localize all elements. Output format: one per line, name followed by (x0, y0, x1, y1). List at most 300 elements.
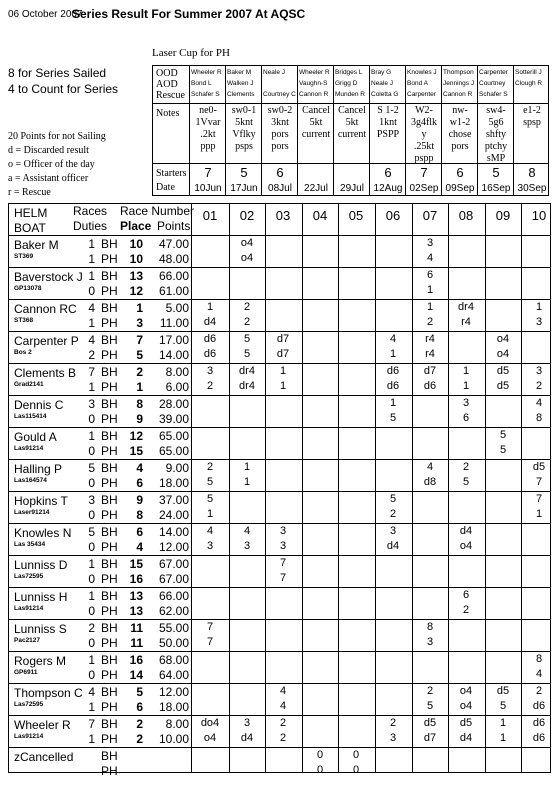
duties-count: 1 (88, 380, 95, 394)
bh-label: BH (101, 525, 118, 539)
ph-result: o4 (496, 348, 510, 360)
race-note: 5g6 (488, 117, 504, 128)
boat-id: Las72595 (14, 701, 44, 708)
race-note: e1-2 (523, 105, 541, 116)
bh-place: 13 (129, 269, 143, 283)
ph-result: 3 (426, 636, 434, 648)
bh-result: 0 (352, 749, 360, 761)
races-count: 1 (88, 237, 95, 251)
ph-result: d8 (423, 476, 437, 488)
bh-result: 1 (206, 301, 214, 313)
race-number-10: 10 (531, 208, 547, 223)
ph-result: 2 (389, 508, 397, 520)
race-note: ppp (200, 141, 216, 152)
ph-result: 3 (206, 540, 214, 552)
race-info-col-7 (405, 66, 442, 195)
races-count: 7 (88, 717, 95, 731)
bh-result: 4 (206, 525, 214, 537)
race-starters: 5 (240, 165, 248, 180)
race-note: PSPP (376, 129, 400, 140)
bh-result: 5 (389, 493, 397, 505)
duties-count: 0 (88, 476, 95, 490)
bh-result: 2 (462, 461, 470, 473)
ph-result: d4 (240, 732, 254, 744)
ph-result: 6 (462, 412, 470, 424)
ph-result: 2 (243, 316, 251, 328)
race-date: 02Sep (409, 183, 439, 194)
boat-id: GP13078 (14, 285, 42, 292)
race-note: 3knt (271, 117, 289, 128)
legend-rescue: r = Rescue (8, 187, 51, 198)
race-note: 1knt (379, 117, 397, 128)
race-info-col-8 (441, 66, 478, 195)
races-count: 4 (88, 301, 95, 315)
ph-points: 50.00 (158, 636, 189, 650)
race-aod: Walken J (227, 80, 254, 87)
race-note: W2- (415, 105, 433, 116)
ph-result: 2 (426, 316, 434, 328)
ph-result: d6 (386, 380, 400, 392)
bh-result: 6 (462, 589, 470, 601)
bh-result: 1 (462, 365, 470, 377)
bh-result: 5 (499, 429, 507, 441)
bh-result: 3 (426, 237, 434, 249)
ph-place: 15 (129, 444, 143, 458)
race-aod: Clough R (515, 80, 543, 87)
bh-points: 9.00 (165, 461, 189, 475)
bh-result: dr4 (239, 365, 255, 377)
ph-result: o4 (459, 540, 473, 552)
race-note: sMP (486, 153, 506, 164)
races-count: 4 (88, 333, 95, 347)
ph-result: 3 (243, 540, 251, 552)
report-title: Series Result For Summer 2007 At AQSC (72, 7, 306, 21)
rule-count: 4 to Count for Series (8, 82, 119, 96)
rule-sailed: 8 for Series Sailed (8, 66, 107, 80)
race-number-05: 05 (348, 208, 364, 223)
helm-name: Baker M (14, 238, 59, 252)
col-race-number: Race Number (120, 204, 195, 218)
bh-result: d5 (532, 461, 546, 473)
bh-label: BH (101, 397, 118, 411)
race-note: current (337, 129, 367, 140)
ph-points: 10.00 (158, 732, 189, 746)
races-count: 3 (88, 397, 95, 411)
label-date: Date (156, 182, 175, 193)
race-date: 08Jul (268, 183, 292, 194)
races-count: 3 (88, 493, 95, 507)
race-date: 09Sep (445, 183, 475, 194)
boat-id: GP6911 (14, 669, 38, 676)
col-races: Races (73, 204, 108, 218)
race-rescue: Courtney C (263, 91, 296, 98)
bh-points: 66.00 (158, 589, 189, 603)
bh-label: BH (101, 333, 118, 347)
races-count: 1 (88, 269, 95, 283)
ph-result: 4 (279, 700, 287, 712)
bh-label: BH (101, 557, 118, 571)
race-number-07: 07 (422, 208, 438, 223)
bh-points: 65.00 (158, 429, 189, 443)
bh-points: 66.00 (158, 269, 189, 283)
helm-name: Hopkins T (14, 494, 68, 508)
boat-id: ST368 (14, 317, 34, 324)
race-date: 12Aug (373, 183, 403, 194)
ph-result: 2 (279, 732, 287, 744)
race-note: psps (235, 141, 253, 152)
bh-result: d6 (532, 717, 546, 729)
duties-count: 0 (88, 604, 95, 618)
race-ood: Baker M (227, 69, 252, 76)
col-place: Place (120, 219, 152, 233)
ph-label: PH (101, 284, 118, 298)
bh-result: d5 (459, 717, 473, 729)
bh-place: 10 (129, 237, 143, 251)
duties-count: 1 (88, 700, 95, 714)
ph-label: PH (101, 508, 118, 522)
bh-place: 15 (129, 557, 143, 571)
race-note: spsp (523, 117, 541, 128)
bh-result: 3 (243, 717, 251, 729)
race-note: S 1-2 (377, 105, 399, 116)
race-note: chose (448, 129, 472, 140)
ph-result: 4 (426, 252, 434, 264)
ph-result: d7 (423, 732, 437, 744)
race-info-col-5 (333, 66, 370, 195)
competitor-row (9, 524, 550, 555)
duties-count: 1 (88, 252, 95, 266)
col-points: Points (157, 219, 191, 233)
duties-count: 2 (88, 348, 95, 362)
race-ood: Knowles J (407, 69, 437, 76)
race-note: 5kt (309, 117, 323, 128)
ph-result: d4 (459, 732, 473, 744)
ph-points: 61.00 (158, 284, 189, 298)
duties-count: 0 (88, 668, 95, 682)
duties-count: 0 (88, 508, 95, 522)
race-note: Cancel (302, 105, 330, 116)
helm-name: Knowles N (14, 526, 72, 540)
helm-name: Thompson C (14, 686, 83, 700)
bh-points: 37.00 (158, 493, 189, 507)
race-starters: 6 (384, 165, 392, 180)
bh-result: 2 (535, 685, 543, 697)
bh-points: 55.00 (158, 621, 189, 635)
race-note: 1Vvar (195, 117, 221, 128)
ph-place: 3 (136, 316, 143, 330)
race-note: sw0-2 (267, 105, 293, 116)
ph-result: 0 (316, 764, 324, 776)
bh-place: 1 (136, 301, 143, 315)
bh-result: dr4 (458, 301, 474, 313)
bh-result: 7 (535, 493, 543, 505)
legend-discarded: d = Discarded result (8, 145, 89, 156)
boat-id: Las 35434 (14, 541, 46, 548)
bh-result: 0 (316, 749, 324, 761)
ph-points: 24.00 (158, 508, 189, 522)
ph-place: 6 (136, 700, 143, 714)
ph-place: 8 (136, 508, 143, 522)
ph-label: PH (101, 732, 118, 746)
race-note: ne0- (199, 105, 217, 116)
boat-id: Las91214 (14, 605, 44, 612)
races-count: 1 (88, 589, 95, 603)
ph-place: 4 (136, 540, 143, 554)
race-ood: Bray G (371, 69, 392, 76)
ph-label: PH (101, 444, 118, 458)
race-note: sw0-1 (231, 105, 257, 116)
ph-result: 5 (389, 412, 397, 424)
ph-label: PH (101, 636, 118, 650)
competitor-row (9, 684, 550, 715)
ph-place: 13 (129, 604, 143, 618)
ph-result: d5 (496, 380, 510, 392)
bh-place: 7 (136, 333, 143, 347)
ph-points: 11.00 (159, 316, 189, 330)
col-duties: Duties (73, 219, 108, 233)
race-note: pors (271, 129, 289, 140)
bh-label: BH (101, 589, 118, 603)
bh-result: d7 (276, 333, 290, 345)
race-ood: Neale J (263, 69, 286, 76)
races-count: 5 (88, 525, 95, 539)
bh-points: 5.00 (165, 301, 189, 315)
race-number-04: 04 (312, 208, 328, 223)
bh-result: 3 (206, 365, 214, 377)
race-starters: 6 (456, 165, 464, 180)
race-number-06: 06 (385, 208, 401, 223)
bh-result: o4 (240, 237, 254, 249)
race-starters: 7 (420, 165, 428, 180)
results-grid (8, 203, 551, 778)
competitor-row (9, 428, 550, 459)
race-number-08: 08 (458, 208, 474, 223)
bh-place: 9 (136, 493, 143, 507)
ph-label: PH (101, 380, 118, 394)
bh-place: 4 (136, 461, 143, 475)
race-ood: Bridges L (335, 69, 363, 76)
label-notes: Notes (156, 108, 180, 119)
race-note: .25kt (413, 141, 435, 152)
bh-result: 5 (206, 493, 214, 505)
race-note: Vflky (232, 129, 256, 140)
race-aod: Courtney (479, 80, 506, 87)
bh-result: r4 (425, 333, 435, 345)
ph-points: 18.00 (158, 476, 189, 490)
bh-result: 8 (535, 653, 543, 665)
competitor-row (9, 364, 550, 395)
ph-label: PH (101, 572, 118, 586)
competitor-row (9, 268, 550, 299)
competitor-row (9, 236, 550, 267)
duties-count: 0 (88, 540, 95, 554)
competitor-row (9, 300, 550, 331)
boat-id: Las115414 (14, 413, 47, 420)
competitor-row (9, 716, 550, 747)
ph-result: 1 (243, 476, 251, 488)
race-number-09: 09 (495, 208, 511, 223)
bh-label: BH (101, 461, 118, 475)
ph-result: 1 (279, 380, 287, 392)
boat-id: Las91214 (14, 733, 44, 740)
legend-not-sailing: 20 Points for not Sailing (8, 131, 106, 142)
bh-result: d4 (459, 525, 473, 537)
bh-result: 2 (243, 301, 251, 313)
race-note: nw- (452, 105, 468, 116)
ph-result: d4 (203, 316, 217, 328)
bh-result: 1 (499, 717, 507, 729)
ph-label: PH (101, 252, 118, 266)
race-aod: Jennings J (443, 80, 475, 87)
ph-result: 1 (426, 284, 434, 296)
race-aod: Bond A (407, 80, 428, 87)
ph-result: 7 (206, 636, 214, 648)
label-rescue: Rescue (156, 90, 185, 101)
ph-result: 5 (243, 348, 251, 360)
bh-points: 17.00 (158, 333, 189, 347)
ph-result: d6 (532, 732, 546, 744)
race-note: Cancel (338, 105, 366, 116)
bh-result: d5 (423, 717, 437, 729)
race-info-col-6 (369, 66, 406, 195)
race-ood: Thompson (443, 69, 474, 76)
ph-result: 4 (535, 668, 543, 680)
bh-result: o4 (459, 685, 473, 697)
race-date: 10Jun (194, 183, 222, 194)
legend-officer: o = Officer of the day (8, 159, 95, 170)
ph-points: 18.00 (158, 700, 189, 714)
label-ood: OOD (156, 68, 178, 79)
race-note: y (421, 129, 427, 140)
bh-points: 8.00 (165, 717, 189, 731)
bh-label: BH (101, 653, 118, 667)
race-date: 17Jun (230, 183, 258, 194)
bh-result: 3 (279, 525, 287, 537)
bh-place: 8 (136, 397, 143, 411)
bh-result: do4 (200, 717, 220, 729)
helm-name: Lunniss D (14, 558, 68, 572)
bh-points: 8.00 (165, 365, 189, 379)
ph-result: 1 (206, 508, 214, 520)
bh-place: 11 (130, 621, 143, 635)
helm-name: Rogers M (14, 654, 67, 668)
bh-result: 4 (243, 525, 251, 537)
race-note: pspp (414, 153, 434, 164)
bh-result: d6 (386, 365, 400, 377)
bh-result: 3 (462, 397, 470, 409)
race-info-col-4 (297, 66, 334, 195)
ph-label: PH (101, 668, 118, 682)
bh-result: 2 (426, 685, 434, 697)
ph-label: PH (101, 604, 118, 618)
race-aod: Grigg D (335, 80, 358, 87)
ph-result: 5 (462, 476, 470, 488)
bh-result: 4 (426, 461, 434, 473)
ph-result: 5 (499, 700, 507, 712)
race-ood: Wheeler R (299, 69, 330, 76)
bh-result: 2 (389, 717, 397, 729)
ph-result: d4 (386, 540, 400, 552)
ph-result: 1 (499, 732, 507, 744)
ph-place: 14 (129, 668, 143, 682)
race-note: 3g4flk (410, 117, 438, 128)
bh-points: 47.00 (158, 237, 189, 251)
helm-name: Carpenter P (14, 334, 79, 348)
report-date: 06 October 2007 (8, 9, 83, 20)
ph-result: 1 (389, 348, 397, 360)
bh-place: 6 (136, 525, 143, 539)
bh-label: BH (101, 685, 118, 699)
race-note: pors (271, 141, 289, 152)
boat-id: Las72595 (14, 573, 44, 580)
cup-name: Laser Cup for PH (152, 47, 230, 59)
bh-label: BH (101, 365, 118, 379)
ph-points: 65.00 (158, 444, 189, 458)
race-rescue: Clements (227, 91, 255, 98)
competitor-row (9, 620, 550, 651)
race-date: 30Sep (517, 183, 547, 194)
ph-result: 8 (535, 412, 543, 424)
race-number-01: 01 (202, 208, 218, 223)
bh-result: 2 (206, 461, 214, 473)
col-boat: BOAT (14, 221, 46, 235)
ph-result: 3 (389, 732, 397, 744)
race-note: ptchy (484, 141, 508, 152)
duties-count: 0 (88, 572, 95, 586)
bh-place: 13 (129, 589, 143, 603)
ph-place: 12 (129, 284, 143, 298)
bh-result: 1 (243, 461, 251, 473)
competitor-row (9, 556, 550, 587)
bh-result: 8 (426, 621, 434, 633)
race-ood: Wheeler R (191, 69, 222, 76)
ph-place: 9 (136, 412, 143, 426)
race-aod: Neale J (371, 80, 394, 87)
ph-label: PH (101, 700, 118, 714)
competitor-row (9, 748, 550, 779)
bh-result: 7 (206, 621, 214, 633)
ph-label: PH (101, 540, 118, 554)
bh-place: 12 (129, 429, 143, 443)
boat-id: Las91214 (14, 445, 44, 452)
race-rescue: Carpenter (407, 91, 436, 98)
bh-result: 4 (535, 397, 543, 409)
race-note: w1-2 (449, 117, 471, 128)
race-starters: 5 (492, 165, 500, 180)
ph-result: 2 (462, 604, 470, 616)
duties-count: 0 (88, 412, 95, 426)
ph-label: PH (101, 316, 118, 330)
ph-place: 1 (136, 380, 143, 394)
bh-points: 28.00 (158, 397, 189, 411)
race-info-grid (152, 65, 549, 196)
ph-result: 5 (206, 476, 214, 488)
race-rescue: Schafer S (191, 91, 220, 98)
label-aod: AOD (156, 79, 178, 90)
ph-result: d6 (532, 700, 546, 712)
bh-label: BH (101, 717, 118, 731)
ph-result: o4 (459, 700, 473, 712)
bh-points: 12.00 (158, 685, 189, 699)
helm-name: Gould A (14, 430, 57, 444)
race-note: sw4- (486, 105, 506, 116)
bh-result: 1 (279, 365, 287, 377)
boat-id: Pac2127 (14, 637, 41, 644)
boat-id: Bos 2 (14, 349, 32, 356)
race-aod: Vaughn-S (299, 80, 328, 87)
race-date: 16Sep (481, 183, 511, 194)
competitor-row (9, 492, 550, 523)
